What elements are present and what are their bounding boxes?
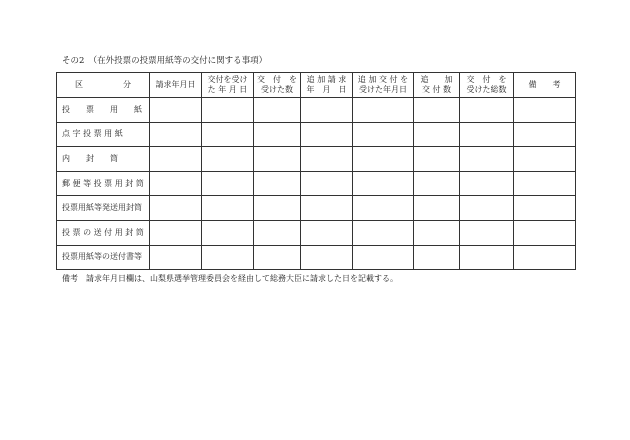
table-cell	[150, 171, 202, 196]
table-row	[57, 245, 576, 270]
table-cell	[514, 98, 576, 123]
table-cell	[254, 196, 301, 221]
table-cell	[514, 171, 576, 196]
header-request-date: 請求年月日	[150, 73, 202, 98]
table-cell	[202, 196, 254, 221]
row-label: 投 票 の 送 付 用 封 筒	[57, 220, 150, 245]
table-cell	[301, 122, 353, 147]
table-cell	[514, 220, 576, 245]
header-category: 区 分	[57, 73, 150, 98]
table-cell	[414, 245, 460, 270]
table-cell	[301, 220, 353, 245]
table-cell	[460, 220, 514, 245]
table-cell	[202, 220, 254, 245]
table-cell	[460, 245, 514, 270]
header-received-count: 交 付 を 受けた数	[254, 73, 301, 98]
table-cell	[460, 147, 514, 172]
row-label: 郵 便 等 投 票 用 封 筒	[57, 171, 150, 196]
table-cell	[150, 147, 202, 172]
row-label: 投票用紙等の送付書等	[57, 245, 150, 270]
table-cell	[353, 122, 414, 147]
table-cell	[150, 122, 202, 147]
row-label: 投票用紙等発送用封筒	[57, 196, 150, 221]
table-cell	[254, 220, 301, 245]
table-cell	[202, 98, 254, 123]
table-cell	[254, 147, 301, 172]
table-cell	[202, 245, 254, 270]
row-label: 投 票 用 紙	[57, 98, 150, 123]
table-cell	[460, 122, 514, 147]
table-cell	[353, 196, 414, 221]
table-cell	[254, 245, 301, 270]
table-cell	[254, 122, 301, 147]
table-cell	[202, 147, 254, 172]
table-cell	[353, 147, 414, 172]
table-cell	[301, 196, 353, 221]
table-row	[57, 171, 576, 196]
table-cell	[514, 122, 576, 147]
table-cell	[150, 196, 202, 221]
table-cell	[301, 147, 353, 172]
table-row	[57, 98, 576, 123]
table-cell	[301, 245, 353, 270]
table-row	[57, 122, 576, 147]
table-cell	[353, 98, 414, 123]
table-cell	[202, 122, 254, 147]
table-cell	[353, 245, 414, 270]
table-cell	[414, 122, 460, 147]
table-cell	[301, 98, 353, 123]
header-additional-count: 追 加 交 付 数	[414, 73, 460, 98]
table-cell	[202, 171, 254, 196]
table-cell	[414, 196, 460, 221]
section-heading: その2 （在外投票の投票用紙等の交付に関する事項）	[62, 56, 268, 66]
table-cell	[150, 220, 202, 245]
table-cell	[514, 245, 576, 270]
table-cell	[353, 220, 414, 245]
header-delivery-date: 交付を受け た 年 月 日	[202, 73, 254, 98]
header-additional-request-date: 追 加 請 求 年 月 日	[301, 73, 353, 98]
table-cell	[514, 196, 576, 221]
remarks-note: 備考 請求年月日欄は、山梨県選挙管理委員会を経由して総務大臣に請求した日を記載する。	[62, 274, 398, 283]
header-total-received: 交 付 を 受けた総数	[460, 73, 514, 98]
header-remarks: 備 考	[514, 73, 576, 98]
table-row	[57, 196, 576, 221]
header-row	[57, 73, 576, 98]
row-label: 内 封 筒	[57, 147, 150, 172]
table-cell	[353, 171, 414, 196]
table-row	[57, 147, 576, 172]
table-cell	[460, 196, 514, 221]
table-cell	[254, 171, 301, 196]
table-cell	[460, 171, 514, 196]
table-cell	[414, 98, 460, 123]
table-cell	[514, 147, 576, 172]
table-cell	[301, 171, 353, 196]
header-additional-delivery-date: 追 加 交 付 を 受けた年月日	[353, 73, 414, 98]
table-cell	[414, 220, 460, 245]
table-cell	[460, 98, 514, 123]
table-cell	[414, 171, 460, 196]
table-cell	[254, 98, 301, 123]
table-cell	[150, 245, 202, 270]
ballot-delivery-table	[56, 72, 576, 270]
table-row	[57, 220, 576, 245]
row-label: 点 字 投 票 用 紙	[57, 122, 150, 147]
table-cell	[414, 147, 460, 172]
table-cell	[150, 98, 202, 123]
